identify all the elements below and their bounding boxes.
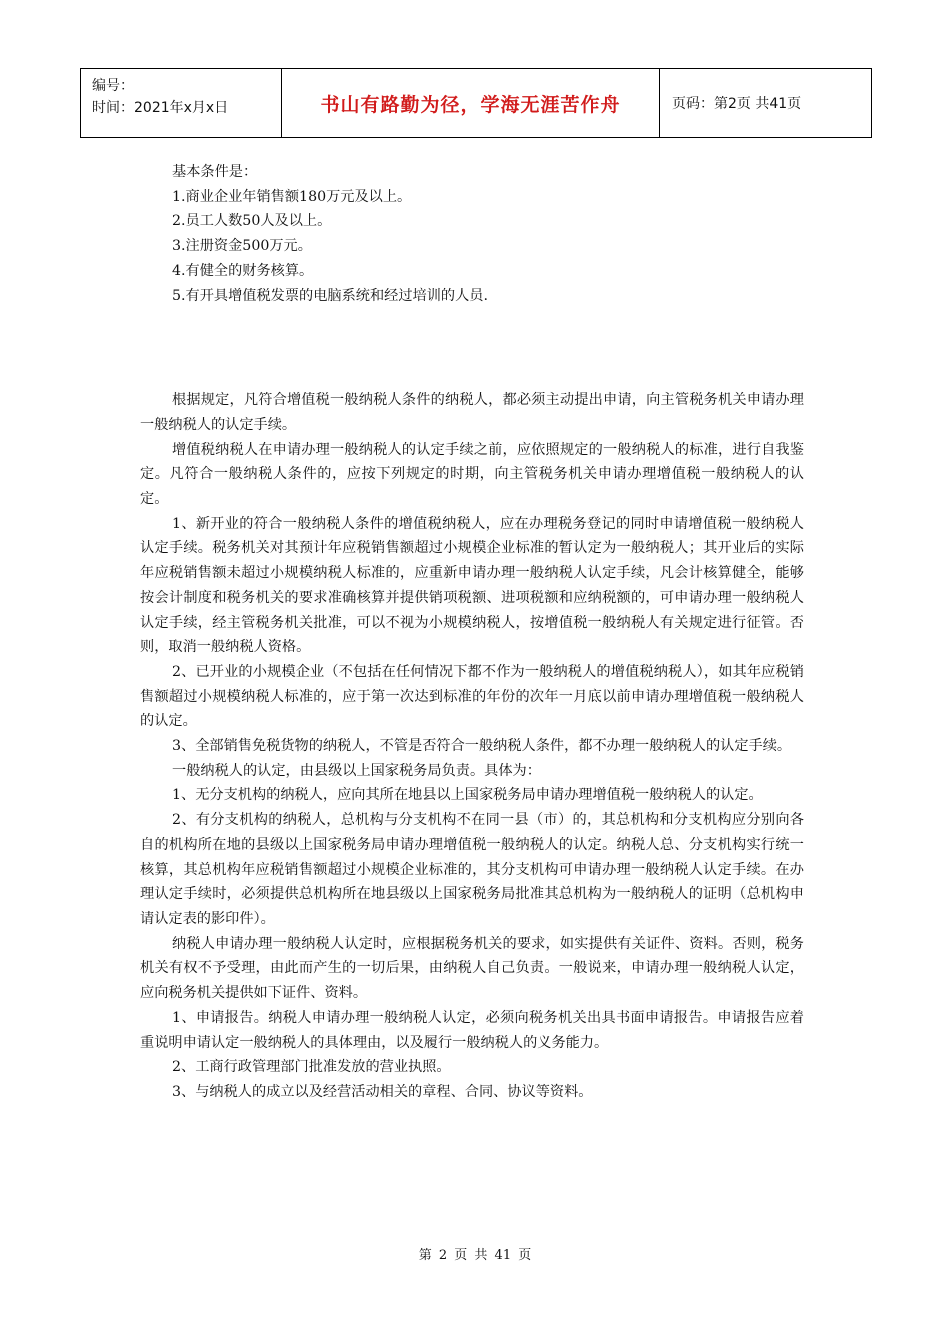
header-page-cell xyxy=(660,69,871,137)
motto-text: 书山有路勤为径，学海无涯苦作舟 xyxy=(320,93,621,116)
document-body xyxy=(140,160,804,1105)
paragraph: 2、工商行政管理部门批准发放的营业执照。 xyxy=(172,1059,451,1076)
basic-conditions xyxy=(140,160,804,308)
condition-item: 5.有开具增值税发票的电脑系统和经过培训的人员. xyxy=(172,287,488,304)
footer-page-number: 第 2 页 共 41 页 xyxy=(418,1248,532,1263)
page-code: 页码：第2页 共41页 xyxy=(672,96,802,112)
paragraph: 1、申请报告。纳税人申请办理一般纳税人认定，必须向税务机关出具书面申请报告。申请报告应着重说明申请认定一般纳税人的具体理由，以及履行一般纳税人的义务能力。 xyxy=(140,1009,804,1051)
paragraph: 2、已开业的小规模企业（不包括在任何情况下都不作为一般纳税人的增值税纳税人），如其年应税销售额超过小规模纳税人标准的，应于第一次达到标准的年份的次年一月底以前申请办理增值税一般纳税人的认定。 xyxy=(140,663,804,730)
conditions-heading: 基本条件是： xyxy=(172,164,258,180)
number-label: 编号： xyxy=(92,78,134,94)
page-footer xyxy=(0,1244,950,1263)
paragraph: 3、与纳税人的成立以及经营活动相关的章程、合同、协议等资料。 xyxy=(172,1083,593,1100)
header-info-cell xyxy=(81,69,282,137)
paragraph: 根据规定，凡符合增值税一般纳税人条件的纳税人，都必须主动提出申请，向主管税务机关申请办理一般纳税人的认定手续。 xyxy=(140,392,804,433)
header-motto-cell xyxy=(282,69,660,137)
paragraph: 增值税纳税人在申请办理一般纳税人的认定手续之前，应依照规定的一般纳税人的标准，进行自我鉴定。凡符合一般纳税人条件的，应按下列规定的时期，向主管税务机关申请办理增值税一般纳税人的认定。 xyxy=(140,441,804,508)
condition-item: 1.商业企业年销售额180万元及以上。 xyxy=(172,188,412,205)
paragraph: 一般纳税人的认定，由县级以上国家税务局负责。具体为： xyxy=(172,762,541,779)
paragraph: 纳税人申请办理一般纳税人认定时，应根据税务机关的要求，如实提供有关证件、资料。否则，税务机关有权不予受理，由此而产生的一切后果，由纳税人自己负责。一般说来，申请办理一般纳税人认定，应向税务机关提供如下证件、资料。 xyxy=(140,935,804,1002)
blank-space xyxy=(140,308,804,388)
paragraph: 1、新开业的符合一般纳税人条件的增值税纳税人，应在办理税务登记的同时申请增值税一般纳税人认定手续。税务机关对其预计年应税销售额超过小规模企业标准的暂认定为一般纳税人；其开业后的实际年应税销售额未超过小规模纳税人标准的，应重新申请办理一般纳税人认定手续，凡会计核算健全，能够按会计制度和税务机关的要求准确核算并提供销项税额、进项税额和应纳税额的，可申请办理一般纳税人认定手续，经主管税务机关批准，可以不视为小规模纳税人，按增值税一般纳税人有关规定进行征管。否则，取消一般纳税人资格。 xyxy=(140,515,804,656)
paragraph: 1、无分支机构的纳税人，应向其所在地县以上国家税务局申请办理增值税一般纳税人的认定。 xyxy=(172,787,763,804)
condition-item: 2.员工人数50人及以上。 xyxy=(172,213,332,230)
time-label: 时间：2021年x月x日 xyxy=(92,100,229,116)
document-header xyxy=(80,68,872,138)
condition-item: 4.有健全的财务核算。 xyxy=(172,262,314,279)
paragraph: 3、全部销售免税货物的纳税人，不管是否符合一般纳税人条件，都不办理一般纳税人的认定手续。 xyxy=(172,738,792,755)
paragraph: 2、有分支机构的纳税人，总机构与分支机构不在同一县（市）的，其总机构和分支机构应分别向各自的机构所在地的县级以上国家税务局申请办理增值税一般纳税人的认定。纳税人总、分支机构实行统一核算，其总机构年应税销售额超过小规模企业标准的，其分支机构可申请办理一般纳税人认定手续。在办理认定手续时，必须提供总机构所在地县级以上国家税务局批准其总机构为一般纳税人的证明（总机构申请认定表的影印件）。 xyxy=(140,812,804,927)
condition-item: 3.注册资金500万元。 xyxy=(172,238,312,255)
